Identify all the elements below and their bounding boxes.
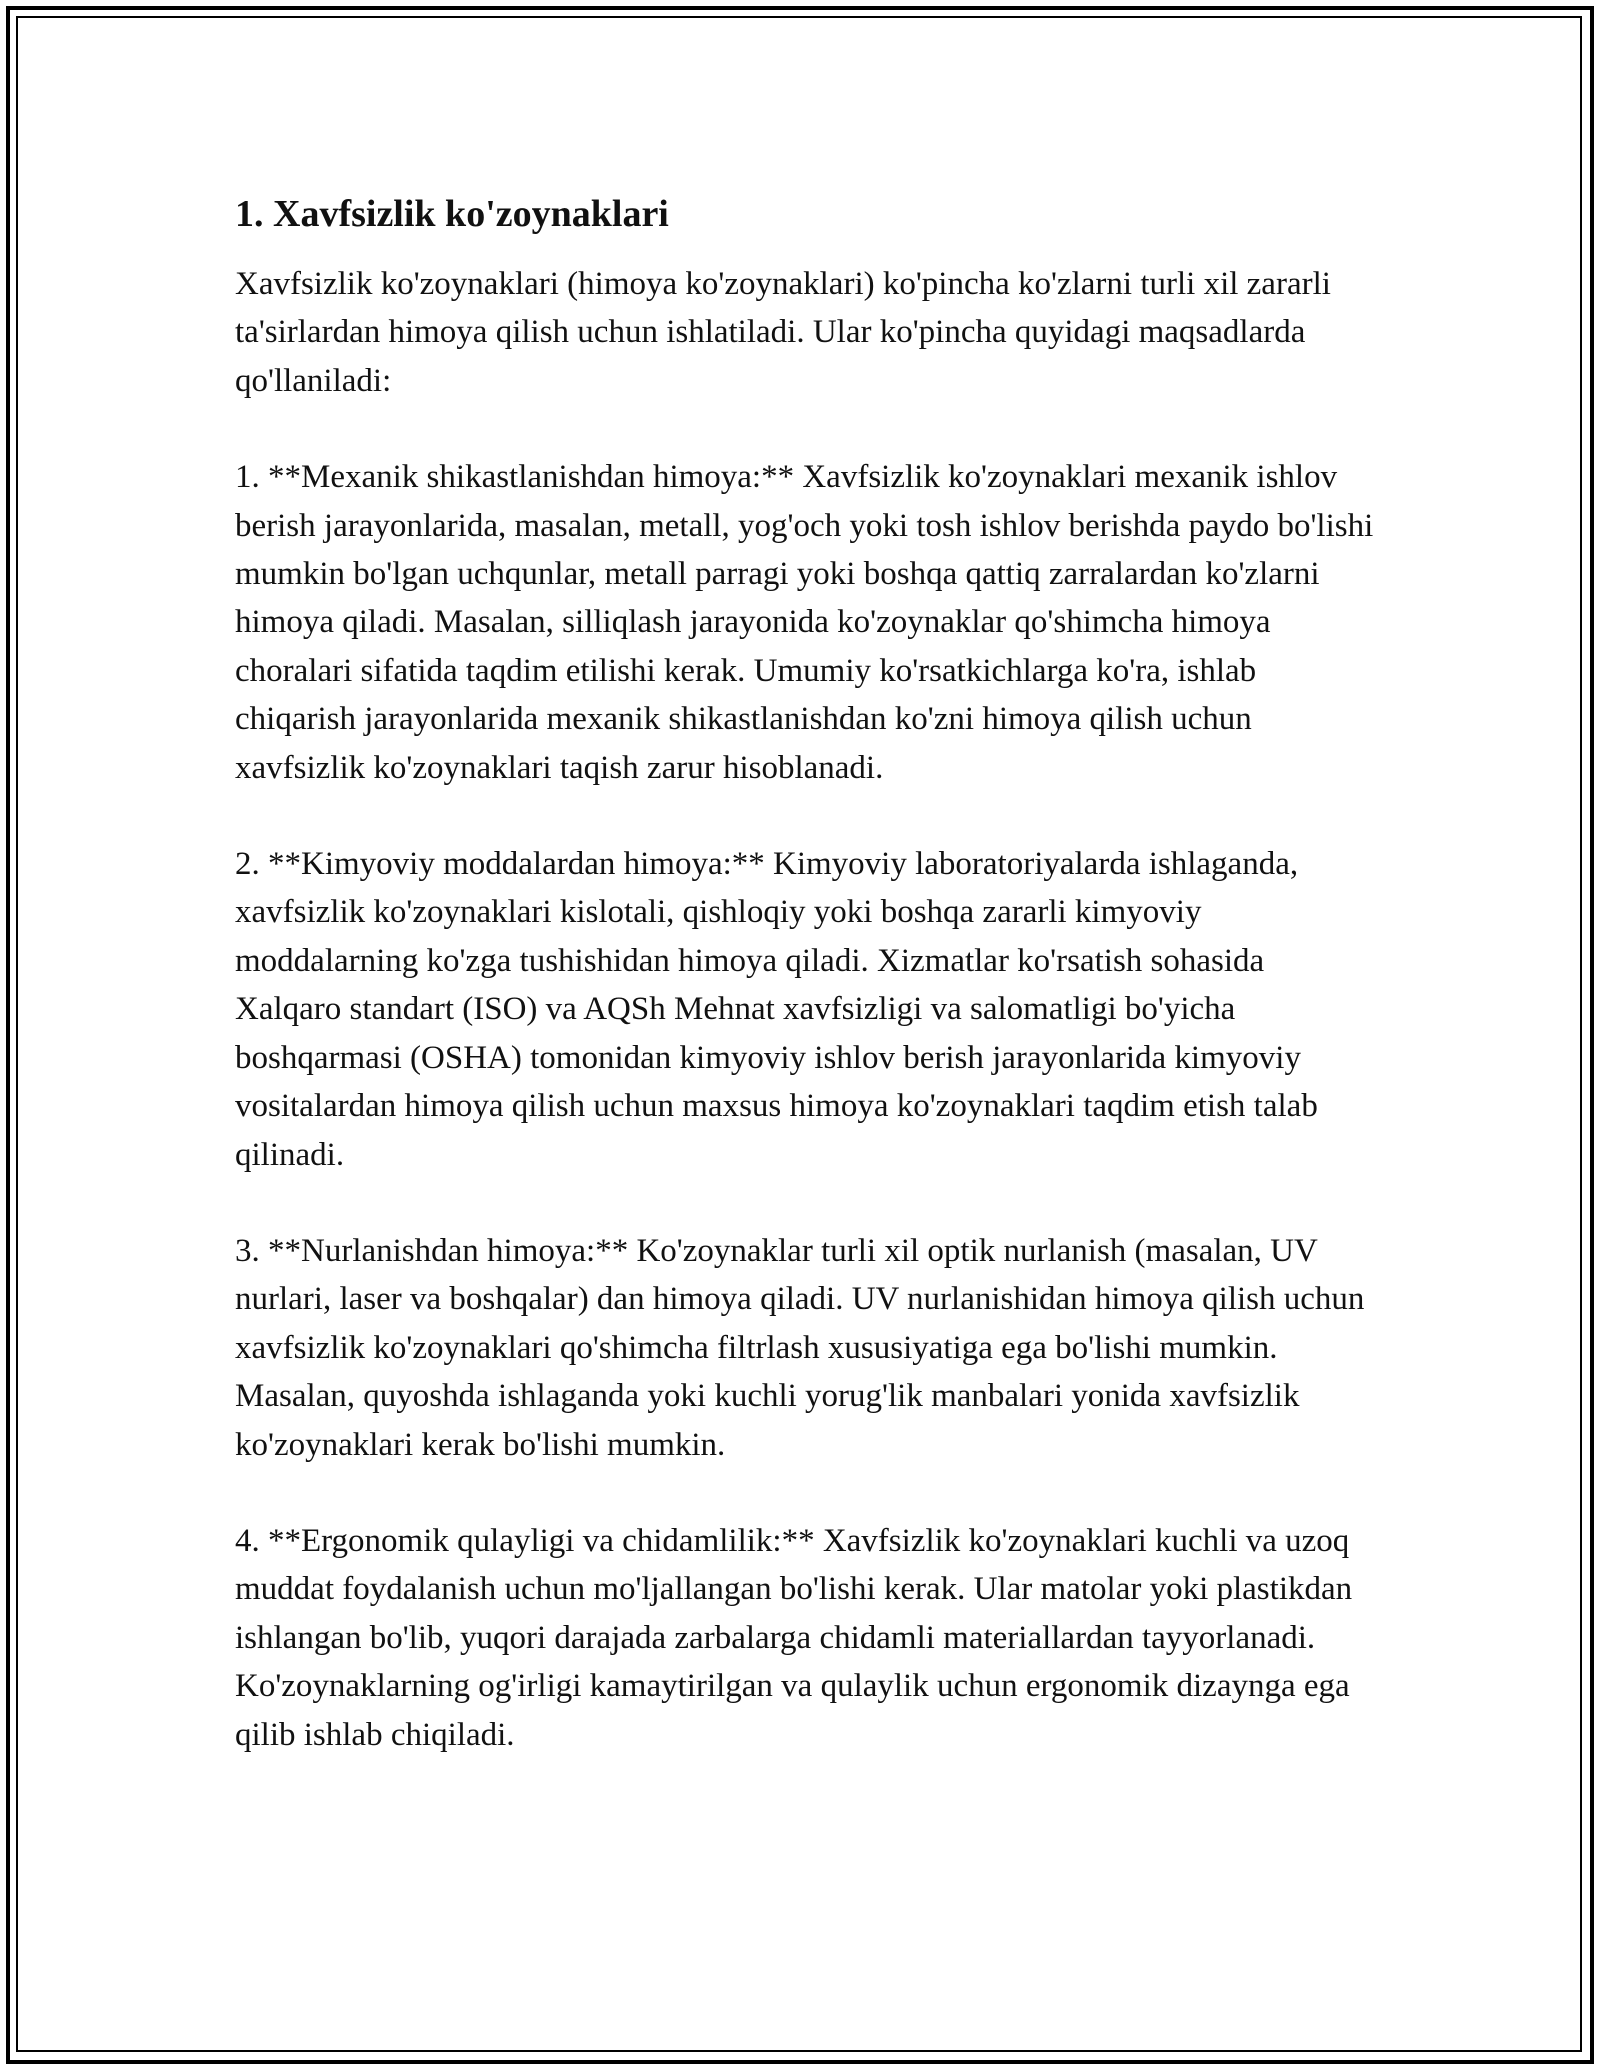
intro-paragraph: Xavfsizlik ko'zoynaklari (himoya ko'zoynaklari) ko'pincha ko'zlarni turli xil zararli ta'sirlardan himoya qilish uchun ishlatiladi. Ular ko'pincha quyidagi maqsadlarda qo'llaniladi: <box>235 266 1331 399</box>
list-item-mechanical-protection: 1. **Mexanik shikastlanishdan himoya:** Xavfsizlik ko'zoynaklari mexanik ishlov berish jarayonlarida, masalan, metall, yog'och yoki tosh ishlov berishda paydo bo'lishi mumkin bo'lgan uchqunlar, metall parragi yoki boshqa qattiq zarralardan ko'zlarni himoya qiladi. Masalan, silliqlash jarayonida ko'zoynaklar qo'shimcha himoya choralari sifatida taqdim etilishi kerak. Umumiy ko'rsatkichlarga ko'ra, ishlab chiqarish jarayonlarida mexanik shikastlanishdan ko'zni himoya qilish uchun xavfsizlik ko'zoynaklari taqish zarur hisoblanadi. <box>235 459 1374 786</box>
list-item-radiation-protection: 3. **Nurlanishdan himoya:** Ko'zoynaklar turli xil optik nurlanish (masalan, UV nurlari, laser va boshqalar) dan himoya qiladi. UV nurlanishidan himoya qilish uchun xavfsizlik ko'zoynaklari qo'shimcha filtrlash xususiyatiga ega bo'lishi mumkin. Masalan, quyoshda ishlaganda yoki kuchli yorug'lik manbalari yonida xavfsizlik ko'zoynaklari kerak bo'lishi mumkin. <box>235 1232 1365 1463</box>
list-item-chemical-protection: 2. **Kimyoviy moddalardan himoya:** Kimyoviy laboratoriyalarda ishlaganda, xavfsizlik ko'zoynaklari kislotali, qishloqiy yoki boshqa zararli kimyoviy moddalarning ko'zga tushishidan himoya qiladi. Xizmatlar ko'rsatish sohasida Xalqaro standart (ISO) va AQSh Mehnat xavfsizligi va salomatligi bo'yicha boshqarmasi (OSHA) tomonidan kimyoviy ishlov berish jarayonlarida kimyoviy vositalardan himoya qilish uchun maxsus himoya ko'zoynaklari taqdim etish talab qilinadi. <box>235 846 1318 1173</box>
document-body <box>235 182 1375 1759</box>
section-heading: 1. Xavfsizlik ko'zoynaklari <box>235 193 669 235</box>
list-item-ergonomics-durability: 4. **Ergonomik qulayligi va chidamlilik:** Xavfsizlik ko'zoynaklari kuchli va uzoq muddat foydalanish uchun mo'ljallangan bo'lishi kerak. Ular matolar yoki plastikdan ishlangan bo'lib, yuqori darajada zarbalarga chidamli materiallardan tayyorlanadi. Ko'zoynaklarning og'irligi kamaytirilgan va qulaylik uchun ergonomik dizaynga ega qilib ishlab chiqiladi. <box>235 1522 1353 1753</box>
